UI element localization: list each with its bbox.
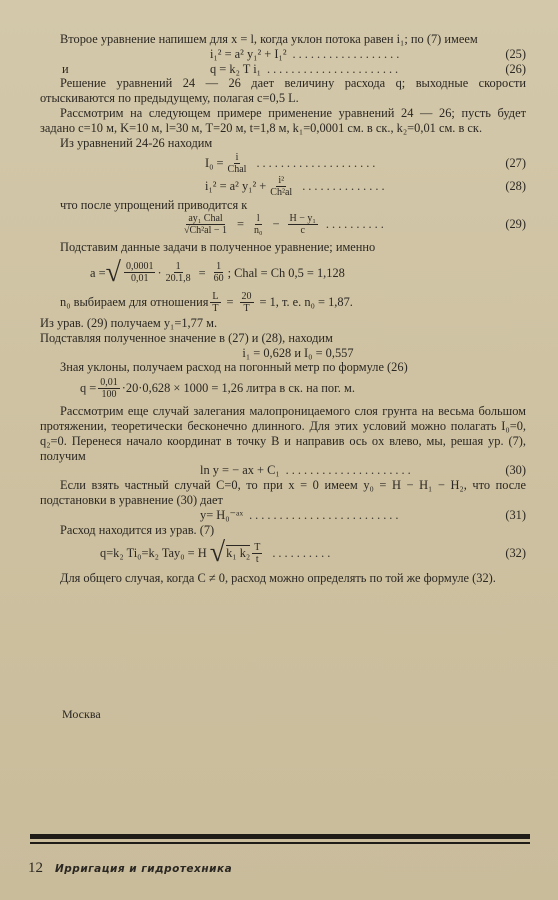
equation-27: I₀ = $\frac{i}{\text{Chal}}$ .................... (27) [205,152,526,176]
radical-sign: √ [105,256,121,288]
paragraph-8: Подставляя полученное значение в (27) и (28), находим [40,330,333,345]
equation-a: a = √ $\frac{0,0001}{0,01}$ · $\frac{1}{20.1,8}$ = $\frac{1}{60}$ ; Chal = Ch 0,5 = 1,128 [90,256,345,288]
paragraph-4: Из уравнений 24-26 находим [60,135,213,150]
paragraph-13: Для общего случая, когда C ≠ 0, расход можно определять по той же формуле (32). [60,571,496,586]
equation-31: y= H₀⁻ᵃˣ ......................... (31) [200,507,526,522]
equation-26: и q = k₂ T i₁ ...................... (26) [62,61,526,76]
equation-values: i₁ = 0,628 и I₀ = 0,557 [242,345,354,360]
page-footer [28,860,232,877]
equation-30: ln y = − ax + C₁ ..................... (30) [200,463,526,478]
footer-rule-thin [30,842,530,844]
equation-32: q=k₂ Ti₀=k₂ Tay₀ = H √ k₁ k₂ $\frac{T}{t}$ .......... (32) [100,537,526,569]
equation-28: i₁² = a² y₁² + $\frac{\text{i²}}{\text{Ch²al}}$ .............. (28) [205,175,526,199]
paragraph-1: Второе уравнение напишем для x = l, когда уклон потока равен i₁; по (7) имеем [60,32,478,46]
equation-q: q = $\frac{0,01}{100}$ ·20·0,628 × 1000 = 1,26 литра в ск. на пог. м. [80,377,355,401]
radical-sign: √ [209,537,226,569]
paragraph-2: Решение уравнений 24 — 26 дает величину расхода q; выходные скорости отыскиваются по предыдущему, полагая c=0,5 L. [40,76,526,106]
article-body [40,32,526,586]
city-signature: Москва [62,707,101,721]
paragraph-9: Зная уклоны, получаем расход на погонный метр по формуле (26) [60,360,408,375]
page-number: 12 [28,860,43,876]
paragraph-11: Если взять частный случай C=0, то при x = 0 имеем y₀ = H − H₁ − H₂, что после подстановки в уравнение (30) дает [40,478,526,507]
paragraph-5: что после упрощений приводится к [60,198,248,213]
equation-n0: n₀ выбираем для отношения $\frac{L}{T}$ = $\frac{20}{T}$ = 1, т. е. n₀ = 1,87. [60,290,353,314]
paragraph-7: Из урав. (29) получаем y₁=1,77 м. [40,315,218,330]
paragraph-3: Рассмотрим на следующем примере применение уравнений 24 — 26; пусть будет задано c=10 м, K=10 м, l=30 м, T=20 м, t=1,8 м, k₁=0,0001 см. в ск., k₂=0,01 см. в ск. [40,105,526,135]
paragraph-6: Подставим данные задачи в полученное уравнение; именно [60,240,376,255]
paragraph-12: Расход находится из урав. (7) [60,522,215,537]
paragraph-10: Рассмотрим еще случай залегания малопроницаемого слоя грунта на весьма большом протяжении, теоретически бесконечно длинного. Для этих условий можно полагать I₀=0, q₂=0. Перенеся начало координат в точку B и направив ось ox влево, мы, решая ур. (7), получим [40,404,526,463]
journal-name: Ирригация и гидротехника [55,863,233,875]
equation-29: $\frac{\text{ay₁ Chal}}{\text{√Ch²al − 1}}$ = $\frac{l}{\text{n₀}}$ − $\frac{\text{H − y₁}}{c}$ .......... (29) [184,213,526,237]
footer-rule-thick [30,834,530,839]
equation-25: i₁² = a² y₁² + I₁² .................. (25) [210,46,526,61]
